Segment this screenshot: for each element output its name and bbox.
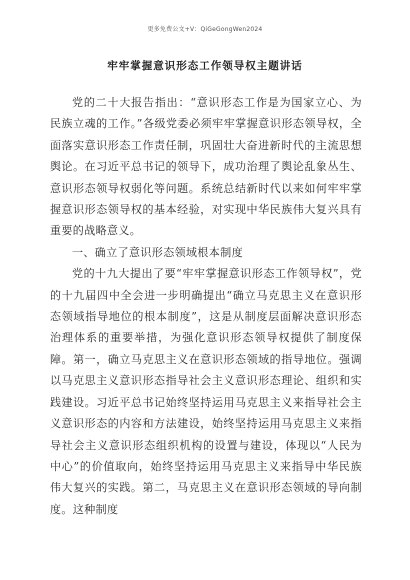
watermark-text: 更多免费公文+V：QiGeGongWen2024 [147,26,263,33]
document-body [50,92,362,520]
intro-paragraph: 党的二十大报告指出：“意识形态工作是为国家立心、为民族立魂的工作。”各级党委必须牢牢掌握意识形态领导权，全面落实意识形态工作责任制，巩固壮大奋进新时代的主流思想舆论。在习近平总书记的领导下，成功治理了舆论乱象丛生、意识形态领导权弱化等问题。系统总结新时代以来如何牢牢掌握意识形态领导权的基本经验，对实现中华民族伟大复兴具有重要的战略意义。 [50,96,362,238]
section-heading: 一、确立了意识形态领域根本制度 [72,245,243,259]
document-title: 牢牢掌握意识形态工作领导权主题讲话 [107,60,303,72]
section-paragraph: 党的十九大提出了要“牢牢掌握意识形态工作领导权”，党的十九届四中全会进一步明确提出“确立马克思主义在意识形态领域指导地位的根本制度”，这是从制度层面解决意识形态治理体系的重要举措，为强化意识形态领导权提供了制度保障。第一，确立马克思主义在意识形态领域的指导地位。强调以马克思主义意识形态指导社会主义意识形态理论、组织和实践建设。习近平总书记始终坚持运用马克思主义来指导社会主义意识形态的内容和方法建设，始终坚持运用马克思主义来指导社会主义意识形态组织机构的设置与建设，体现以“人民为中心”的价值取向，始终坚持运用马克思主义来指导中华民族伟大复兴的实践。第二，马克思主义在意识形态领域的导向制度。这种制度 [50,267,362,516]
